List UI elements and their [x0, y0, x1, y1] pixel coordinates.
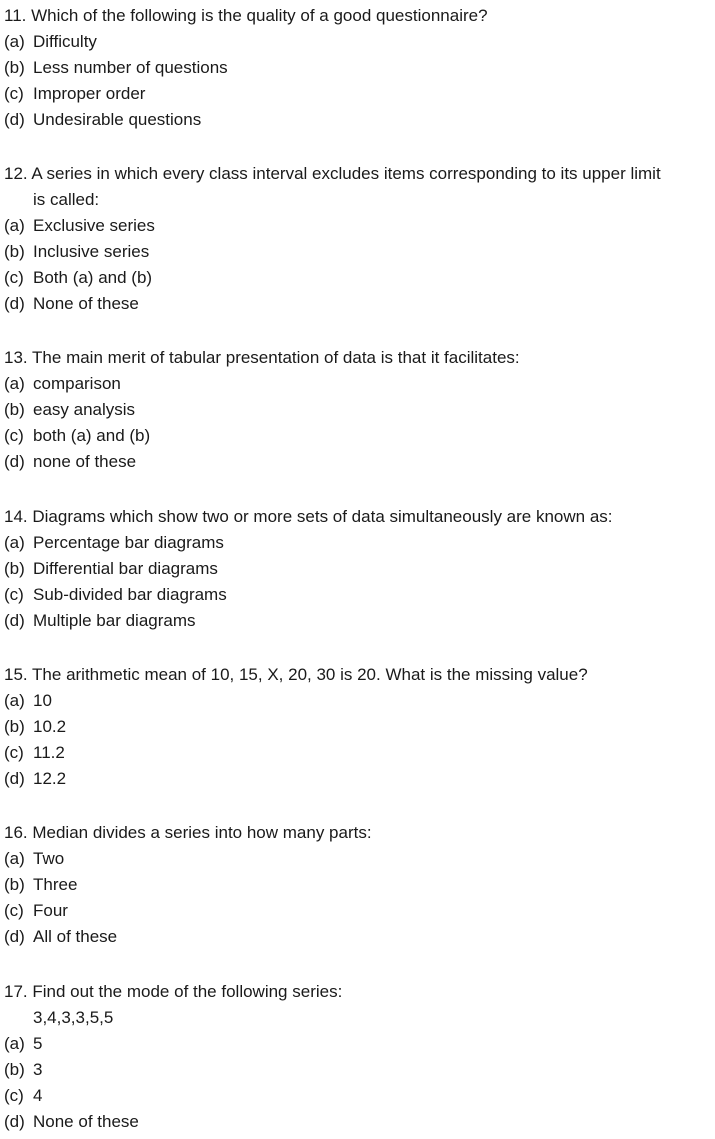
option-text: 5 [33, 1034, 43, 1053]
question-stem: 12. A series in which every class interval excludes items corresponding to its upper limit [4, 164, 661, 183]
option-letter: (a) [4, 1034, 25, 1053]
option-d [4, 449, 715, 475]
option-letter: (d) [4, 611, 25, 630]
option-c [4, 423, 715, 449]
option-letter: (a) [4, 533, 25, 552]
option-text: 11.2 [33, 743, 65, 762]
question-15 [4, 662, 715, 792]
option-a [4, 688, 715, 714]
option-c [4, 582, 715, 608]
question-stem: 15. The arithmetic mean of 10, 15, X, 20, 30 is 20. What is the missing value? [4, 665, 588, 684]
option-letter: (b) [4, 875, 25, 894]
option-letter: (c) [4, 268, 24, 287]
question-12 [4, 161, 715, 317]
option-d [4, 766, 715, 792]
question-stem: 14. Diagrams which show two or more sets of data simultaneously are known as: [4, 507, 613, 526]
option-text: Two [33, 849, 65, 868]
option-d [4, 291, 715, 317]
question-17 [4, 979, 715, 1135]
option-b [4, 872, 715, 898]
option-d [4, 107, 715, 133]
option-letter: (b) [4, 242, 25, 261]
option-text: comparison [33, 374, 121, 393]
option-letter: (d) [4, 769, 25, 788]
series-values: 3,4,3,3,5,5 [33, 1008, 114, 1027]
option-d [4, 924, 715, 950]
option-letter: (c) [4, 1086, 24, 1105]
option-letter: (c) [4, 585, 24, 604]
option-text: Improper order [33, 84, 146, 103]
option-letter: (d) [4, 1112, 25, 1131]
option-text: 12.2 [33, 769, 67, 788]
option-letter: (a) [4, 32, 25, 51]
question-stem: 17. Find out the mode of the following series: [4, 982, 343, 1001]
question-11 [4, 3, 715, 133]
option-c [4, 740, 715, 766]
question-stem: 11. Which of the following is the quality of a good questionnaire? [4, 6, 488, 25]
option-text: 10 [33, 691, 52, 710]
option-text: Inclusive series [33, 242, 150, 261]
option-text: Four [33, 901, 68, 920]
option-a [4, 29, 715, 55]
option-text: none of these [33, 452, 137, 471]
option-letter: (b) [4, 58, 25, 77]
option-b [4, 1057, 715, 1083]
option-c [4, 898, 715, 924]
option-letter: (b) [4, 717, 25, 736]
option-text: Both (a) and (b) [33, 268, 153, 287]
question-stem: 16. Median divides a series into how many parts: [4, 823, 372, 842]
option-letter: (c) [4, 84, 24, 103]
option-b [4, 714, 715, 740]
question-13 [4, 345, 715, 475]
option-letter: (d) [4, 452, 25, 471]
option-letter: (a) [4, 849, 25, 868]
option-text: Percentage bar diagrams [33, 533, 224, 552]
option-d [4, 1109, 715, 1135]
option-letter: (c) [4, 743, 24, 762]
option-text: None of these [33, 1112, 139, 1131]
option-letter: (c) [4, 426, 24, 445]
option-text: All of these [33, 927, 118, 946]
option-text: Differential bar diagrams [33, 559, 218, 578]
option-letter: (b) [4, 1060, 25, 1079]
option-text: 10.2 [33, 717, 67, 736]
option-d [4, 608, 715, 634]
option-text: Sub-divided bar diagrams [33, 585, 227, 604]
option-letter: (d) [4, 110, 25, 129]
option-letter: (d) [4, 927, 25, 946]
option-text: Three [33, 875, 78, 894]
option-a [4, 213, 715, 239]
option-a [4, 530, 715, 556]
option-c [4, 1083, 715, 1109]
question-16 [4, 820, 715, 950]
option-text: both (a) and (b) [33, 426, 151, 445]
option-letter: (d) [4, 294, 25, 313]
option-letter: (a) [4, 374, 25, 393]
option-c [4, 265, 715, 291]
option-letter: (b) [4, 400, 25, 419]
option-letter: (b) [4, 559, 25, 578]
option-text: easy analysis [33, 400, 136, 419]
option-text: Undesirable questions [33, 110, 202, 129]
option-c [4, 81, 715, 107]
option-text: None of these [33, 294, 139, 313]
option-text: 4 [33, 1086, 43, 1105]
option-text: Exclusive series [33, 216, 155, 235]
option-text: 3 [33, 1060, 43, 1079]
option-a [4, 846, 715, 872]
question-14 [4, 504, 715, 634]
option-b [4, 239, 715, 265]
question-stem: 13. The main merit of tabular presentation of data is that it facilitates: [4, 348, 520, 367]
option-text: Difficulty [33, 32, 97, 51]
option-b [4, 556, 715, 582]
option-a [4, 371, 715, 397]
question-stem-continued: is called: [33, 190, 100, 209]
option-text: Less number of questions [33, 58, 228, 77]
option-text: Multiple bar diagrams [33, 611, 196, 630]
option-b [4, 397, 715, 423]
option-letter: (a) [4, 691, 25, 710]
option-a [4, 1031, 715, 1057]
option-letter: (c) [4, 901, 24, 920]
option-b [4, 55, 715, 81]
option-letter: (a) [4, 216, 25, 235]
